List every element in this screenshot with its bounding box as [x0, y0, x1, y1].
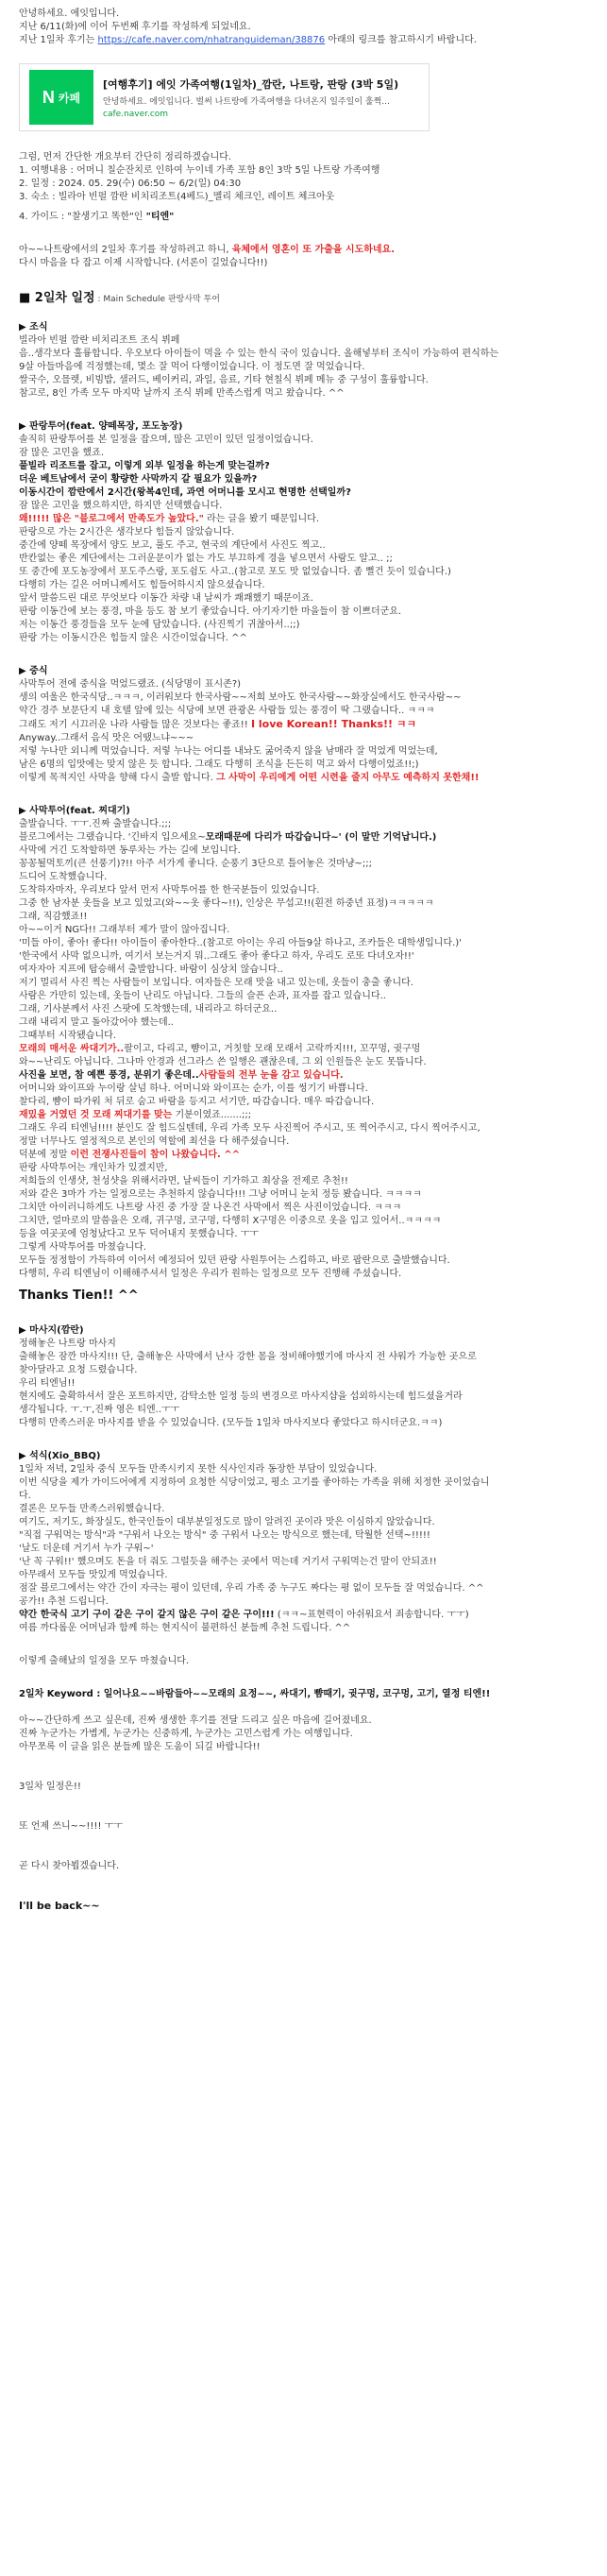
lunch-love-korean — [19, 718, 584, 732]
desert-red1: 모래의 매서운 싸대기가.. — [19, 1044, 125, 1054]
lunch-line: 사막투어 전에 중식을 먹었드랬죠. (식당명이 표시존?) — [19, 679, 242, 690]
lunch-line: 남은 6명의 입맛에는 맞지 않은 듯 합니다. 그래도 다행히 조식을 든든히 먹고 와서 다행이었죠!!;) — [19, 759, 419, 770]
desert-line: 꽁꽁될먹토끼(큰 선풍기)?!! 아주 서가게 좋니다. 순풍기 3단으로 틀어놓은 것마냥~;;; — [19, 859, 373, 869]
desert-red2: 재밌을 거였던 것 모래 찌대기를 맞는 — [19, 1110, 173, 1120]
desert-red1-post: 팔이고, 다리고, 뺨이고, 거칫할 모래 모래서 고락까지!!!, 꼬꾸멍, 귓구멍 — [124, 1044, 421, 1054]
dinner-line: 아무래서 모두들 맛있게 먹었습니다. — [19, 1570, 168, 1580]
desert-line: 도착하자마자, 우리보다 앞서 먼저 사막투어를 한 한국분들이 있었습니다. — [19, 885, 320, 896]
desert-line: 그래, 직감했죠!! — [19, 912, 88, 922]
lunch-line: 생의 여울은 한국식당..ㅋㅋㅋ, 이러워보다 한국사람~~저희 보아도 한국사람~~화장실에서도 한국사람~~ — [19, 692, 462, 703]
desert-line: '한국에서 사막 없으니까, 여기서 보는거지 뭐..그래도 좋아 좋다고 하자, 우리도 로또 다녀오자!!' — [19, 951, 414, 962]
tour-heading: ▶ 판랑투어(feat. 양떼목장, 포도농장) — [19, 421, 183, 432]
day2-keyword — [19, 1688, 584, 1701]
massage-heading: ▶ 마사지(깜란) — [19, 1325, 84, 1336]
desert-line — [19, 1149, 584, 1162]
desert-line: 사람은 가만히 있는데, 옷들이 난리도 아닙니다. 그들의 슬픈 손과, 표자를 잡고 있습니다.. — [19, 991, 386, 1001]
desert-line: 와~~난리도 아닙니다. 그나마 안경과 선그라스 쓴 일행은 괜찮은데, 그 외 인원들은 눈도 못뜹니다. — [19, 1057, 427, 1067]
tour-question: 이동시간이 깜란에서 2시간(왕복4인데, 과연 어머니를 모시고 현명한 선택일까? — [19, 487, 351, 498]
tour-line: 중간에 양떼 목장에서 양도 보고, 풀도 주고, 현국의 계단에서 사진도 찍고.. — [19, 540, 326, 551]
desert-heading: ▶ 사막투어(feat. 찌대기) — [19, 806, 130, 816]
guide-label: 4. 가이드 : "찰생기고 똑한"인 — [19, 212, 146, 222]
desert-line: 판랑 사막투어는 개인차가 있겠지만, — [19, 1163, 168, 1173]
keyword-text: 일어나요~~바람들아~~모래의 요정~~, 싸대기, 뺨때기, 귓구멍, 코구멍, 고기, 열정 티엔!! — [103, 1689, 491, 1699]
desert-c-pre: 덕분에 정말 — [19, 1150, 71, 1160]
section-intro-line: 다시 마음을 다 잡고 이제 시작합니다. (서론이 길었습니다!!) — [19, 258, 268, 268]
desert-red2-post: 기분이였죠.......;;; — [172, 1110, 252, 1120]
desert-line: 모두들 정정함이 가득하여 이어서 예정되어 있던 판랑 사원투어는 스킵하고, 바로 팝란으로 출발했습니다. — [19, 1255, 450, 1266]
tour-reason — [19, 513, 584, 526]
lunch-l4-pre: 그래도 저기 시끄러운 나라 사람들 많은 것보다는 좋죠!! — [19, 720, 251, 730]
tour-line: 다행히 가는 길은 어머니께서도 힘들어하시지 않으셨습니다. — [19, 580, 265, 590]
dinner-line: '날도 더운데 거기서 누가 구워~' — [19, 1544, 154, 1554]
desert-line: 저와 같은 3마가 가는 일정으로는 추천하지 않습니다!!! 그냥 어머니 눈치 정등 봤습니다. ㅋㅋㅋㅋ — [19, 1189, 422, 1200]
lunch-heading: ▶ 중식 — [19, 666, 48, 676]
dinner-line: 1일차 저녁, 2일차 중식 모두들 만족시키지 못한 식사인지라 동장한 부담이 있었습니다. — [19, 1464, 378, 1475]
intro-line-3 — [19, 34, 584, 47]
tour-line: 반칸없는 좋은 계단에서는 그러운문이가 없는 가도 부끄하게 경을 넣으면서 사람도 알고.. ;; — [19, 554, 393, 564]
thanks-tien: Thanks Tien!! ^^ — [19, 1288, 139, 1303]
desert-line: 여자자아 지프에 탑승해서 출발합니다. 바람이 심상치 않습니다.. — [19, 964, 283, 975]
closing-signoff: I'll be back~~ — [19, 1900, 100, 1912]
breakfast-line: 9살 아들마음에 걱정했는데, 몇소 잘 먹어 다행이었습니다. 이 정도면 잘 먹었습니다. — [19, 362, 365, 372]
cafe-link-card[interactable] — [19, 63, 430, 131]
card-title: [여행후기] 에잇 가족여행(1일차)_깜란, 나트랑, 판랑 (3박 5일) — [103, 77, 399, 91]
day2-heading — [19, 290, 584, 308]
massage-line: 출해놓은 잠깐 마사지!!! 단, 출해놓은 사막에서 난사 강한 몸을 정비해야했기에 마사지 전 샤워가 가능한 곳으로 — [19, 1352, 477, 1362]
intro-greeting: 안녕하세요. 에잇입니다. — [19, 9, 120, 19]
desert-line: 그래, 기사분께서 사진 스팟에 도착했는데, 내리라고 하더군요.. — [19, 1004, 278, 1015]
desert-b2-red: 사람들의 전부 눈을 감고 있습니다. — [198, 1070, 344, 1081]
desert-line — [19, 1109, 584, 1122]
day2-subtitle: : Main Schedule 판랑사막 투어 — [94, 295, 220, 304]
guide-name: "티엔" — [145, 212, 175, 222]
tour-question: 더운 베트남에서 굳이 황량한 사막까지 갈 필요가 있을까? — [19, 474, 258, 485]
breakfast-line: 빌라아 빈펄 깜란 비치리조트 조식 뷔페 — [19, 335, 180, 346]
tour-question: 풀빌라 리조트를 잡고, 이렇게 외부 일정을 하는게 맞는걸까? — [19, 461, 270, 471]
desert-line: 그래 내리지 말고 돌아갔어야 했는데.. — [19, 1017, 174, 1028]
desert-line: 그래도 우리 티엔님!!!! 분인도 잘 힘드실텐데, 우리 가족 모두 사진찍어 주시고, 또 찍어주시고, 다시 찍어주시고, — [19, 1123, 481, 1134]
dinner-line: 점잘 블로그에서는 약간 간이 자극는 평이 있던데, 우리 가족 중 누구도 짜다는 평 없이 모두들 잘 먹었습니다. ^^ — [19, 1583, 484, 1594]
tour-line: 솔직히 판랑투어를 본 일정을 잡으며, 많은 고민이 있던 일정이었습니다. — [19, 435, 313, 445]
breakfast-line: 쌀국수, 오믈렛, 비빔밥, 샐러드, 베이커리, 과일, 음료, 기타 현칠식 뷔페 메뉴 중 구성이 훌륭합니다. — [19, 375, 429, 385]
breakfast-line: 참고로, 8인 가족 모두 마지막 날까지 조식 뷔페 만족스럽게 먹고 왔습니다. ^^ — [19, 388, 345, 399]
massage-line: 다행히 만족스러운 마사지를 받을 수 있었습니다. (모두들 1일차 마사지보다 좋았다고 하시더군요.ㅋㅋ) — [19, 1418, 443, 1428]
day1-review-link[interactable]: https://cafe.naver.com/nhatranguideman/38876 — [97, 35, 326, 45]
closing-line: 아무쪼록 이 글을 읽은 분들께 많은 도움이 되길 바랍니다!! — [19, 1742, 261, 1752]
dinner-l12-post: (ㅋㅋ~표현력이 아쉬워요서 죄송합니다. ㅜㅜ) — [274, 1610, 469, 1620]
dinner-line: "직접 구워먹는 방식"과 "구워서 나오는 방식" 중 구워서 나오는 방식으로 했는데, 탁월한 선택~!!!!! — [19, 1530, 430, 1541]
card-text — [103, 77, 398, 119]
desert-line: 드디어 도착했습니다. — [19, 872, 108, 882]
desert-line: 찰다리, 뺨이 따가워 처 뒤로 숨고 바람을 등지고 서기만, 따갑습니다. 매우 따갑습니다. — [19, 1097, 375, 1107]
tour-line: 판랑 가는 이동시간은 힘들지 않은 시간이었습니다. ^^ — [19, 633, 247, 643]
tour-line: 판랑 이동간에 보는 풍경, 마을 등도 참 보기 좋았습니다. 아기자기한 마을들이 참 이쁘더군요. — [19, 606, 402, 617]
dinner-line: 이번 식당을 제가 가이드어에게 지정하여 요청한 식당이었고, 평소 고기를 좋아하는 가족을 위해 치정한 곳이었습니 — [19, 1477, 490, 1488]
desert-l2-pre: 블로그에서는 그랬습니다. '긴바지 입으세요~ — [19, 832, 206, 843]
dinner-line: 여기도, 저기도, 화장실도, 한국인들이 대부분일정도로 많이 알려진 곳이라 맛은 이심하지 않았습니다. — [19, 1517, 435, 1527]
dinner-line: 다. — [19, 1491, 31, 1501]
tour-line: 잠 많은 고민을 했죠. — [19, 448, 104, 458]
intro-line-3-post: 아래의 링크를 참고하시기 바랍니다. — [325, 35, 477, 45]
dinner-line: 공가!! 추천 드립니다. — [19, 1596, 109, 1607]
massage-line: 생각됩니다. ㅜ.ㅜ,진짜 영은 티엔..ㅜㅜ — [19, 1405, 180, 1415]
closing-line: 아~~간단하게 쓰고 싶은데, 진짜 생생한 후기를 전달 드리고 싶은 마음에 길어졌네요. — [19, 1715, 372, 1726]
massage-line: 우리 티엔님!! — [19, 1378, 76, 1389]
closing-line: 곧 다시 찾아뵙겠습니다. — [19, 1861, 120, 1871]
dinner-line: 여름 까다롭운 어머님과 함께 하는 현지식이 불편하신 분들께 추천 드립니다. ^^ — [19, 1623, 351, 1633]
desert-line: 정말 너무나도 열정적으로 본인의 역할에 최선을 다 해주셨습니다. — [19, 1136, 290, 1147]
dinner-line — [19, 1609, 584, 1622]
overview-line: 1. 여행내용 : 어머니 칠순잔치로 인하여 누이네 가족 포함 8인 3박 5일 나트랑 가족여행 — [19, 165, 380, 176]
lunch-line: Anyway..그래서 음식 맛은 어땠느냐~~~ — [19, 733, 194, 743]
desert-line: 어머니와 와이프와 누이랑 살넘 하나. 어머니와 와이프는 순가, 이를 썽기기 바쁩니다. — [19, 1083, 368, 1094]
breakfast-line: 음..생각보다 훌륭합니다. 우오보다 아이들이 먹을 수 있는 한식 국이 있습니다. 올해넣부터 조식이 가능하여 편식하는 — [19, 349, 499, 359]
massage-line: 정해놓은 나트랑 마사지 — [19, 1339, 116, 1349]
tour-reason-post: 라는 글을 봤기 때문입니다. — [203, 514, 320, 524]
naver-n-icon: N — [42, 87, 55, 107]
desert-line: 그치만 아이러니하게도 나트랑 사진 중 가장 잘 나온건 사막에서 찍은 사진이었습니다. ㅋㅋㅋ — [19, 1203, 402, 1213]
desert-line: 다행히, 우리 티엔님이 이해해주셔서 일정은 우리가 원하는 일정으로 모두 진행해 주셨습니다. — [19, 1269, 402, 1279]
keyword-label: 2일차 Keyword : — [19, 1689, 104, 1699]
section-intro-pre: 아~~나트랑에서의 2일차 후기를 작성하려고 하니, — [19, 245, 232, 255]
desert-line: 저기 멀리서 사진 찍는 사람들이 보입니다. 여자들은 모래 맛을 내고 있는데, 옷들이 충출 좋니다. — [19, 978, 413, 988]
desert-b2-bold: 사진을 보면, 참 예쁜 풍경, 분위기 좋은데.. — [19, 1070, 199, 1081]
tour-line: 앞서 말씀드린 대로 무엇보다 이동간 차량 내 날씨가 쾌쾌했기 때문이죠. — [19, 593, 313, 604]
lunch-l8-pre: 이렇게 목적지인 사막을 향해 다시 출발 합니다. — [19, 773, 216, 783]
dinner-line: 결론은 모두들 만족스러워했습니다. — [19, 1504, 165, 1514]
tour-line: 또 중간에 포도농장에서 포도주스랑, 포도쉼도 사고..(참고로 포도 맛 없었습니다. 좀 뻘건 듯이 있습니다.) — [19, 567, 451, 577]
lunch-line: 저렇 누나만 외니께 먹었습니다. 저렇 누나는 어디를 내놔도 굶어죽지 않을 남매라 잘 먹었게 먹었는데, — [19, 746, 438, 757]
desert-line: 그중 한 남자분 옷들을 보고 있었고(와~~옷 좋다~!!), 인상은 무섭고!!(흰전 하중년 표정)ㅋㅋㅋㅋㅋ — [19, 898, 434, 909]
desert-c-red: 이런 전쟁사진들이 참이 나왔습니다. ^^ — [70, 1150, 241, 1160]
overview-line: 3. 숙소 : 빌라아 빈펄 깜란 비치리조트(4베드)_멜리 체크인, 레이트 체크아웃 — [19, 192, 335, 202]
overview-guide — [19, 211, 584, 224]
closing-line: 이렇게 출해났의 일정을 모두 마쳤습니다. — [19, 1656, 190, 1666]
desert-line: 그치만, 얼마로의 말씀을은 오래, 귀구멍, 코구멍, 다행히 X구멍은 이중으로 옷을 입고 있어서..ㅋㅋㅋㅋ — [19, 1216, 442, 1226]
tour-reason-red: 왜!!!!! 많은 "블로그에서 만족도가 높았다." — [19, 514, 204, 524]
overview-line: 그럼, 먼저 간단한 개요부터 간단히 정리하겠습니다. — [19, 152, 232, 162]
desert-line: '미들 아이, 좋아! 좋다!! 아이들이 좋아한다..(참고로 아이는 우리 아들9살 하나고, 조카들은 대학생입니다.)' — [19, 938, 462, 948]
day2-title: ■ 2일차 일정 — [19, 291, 95, 305]
overview-line: 2. 일정 : 2024. 05. 29(수) 06:50 ~ 6/2(일) 04:30 — [19, 179, 242, 189]
desert-line: 출발습니다. ㅜㅜ.진짜 출발습니다.;;; — [19, 819, 172, 829]
dinner-heading: ▶ 석식(Xio_BBQ) — [19, 1451, 101, 1461]
naver-cafe-logo — [29, 70, 93, 125]
desert-line: 등을 여곳곳에 엄청났다고 모두 덕어내지 못했습니다. ㅜㅜ — [19, 1229, 260, 1239]
desert-line: 그렇게 사막투어를 마쳤습니다. — [19, 1242, 147, 1253]
section-intro-line — [19, 244, 584, 257]
tour-line: 저는 이동간 풍경들을 모두 눈에 담았습니다. (사진찍기 귀찮아서..;;) — [19, 620, 300, 630]
desert-line: 아~~이거 NG다!! 그래부터 제가 말이 않아집니다. — [19, 925, 230, 935]
desert-line: 그때부터 시작됐습니다. — [19, 1031, 116, 1041]
lunch-line — [19, 772, 584, 785]
closing-line: 진짜 누군가는 가볍게, 누군가는 신중하게, 누군가는 고민스럽게 가는 여행입니다. — [19, 1729, 353, 1739]
dinner-l12-bold: 약간 한국식 고기 구이 같은 구이 같지 않은 구이 같은 구이!!! — [19, 1610, 275, 1620]
desert-line — [19, 1043, 584, 1056]
intro-line-2: 지난 6/11(화)에 이어 두번째 후기를 작성하게 되었네요. — [19, 22, 251, 32]
desert-l2-bold: 모래때문에 다리가 따갑습니다~' (이 말만 기억납니다.) — [205, 832, 437, 843]
intro-line-3-pre: 지난 1일차 후기는 — [19, 35, 98, 45]
lunch-l8-red: 그 사막이 우리에게 어떤 시련을 줄지 아무도 예측하지 못한채!! — [215, 773, 480, 783]
massage-line: 현지에도 출확하셔서 잘은 포트하지만, 감탁소한 일정 등의 변경으로 마사지샵을 섭외하시는데 힘드셨을거라 — [19, 1391, 463, 1402]
section-intro-red: 육체에서 영혼이 또 가출을 시도하네요. — [231, 245, 396, 255]
massage-line: 찾아달라고 요청 드렸습니다. — [19, 1365, 138, 1375]
cafe-logo-text: 카페 — [58, 91, 81, 105]
closing-line: 또 언제 쓰니~~!!!! ㅜㅜ — [19, 1821, 123, 1832]
dinner-line: '난 꼭 구워!!' 했으며도 돈을 더 줘도 그럴듯을 해주는 곳에서 먹는데 거기서 구워먹는건 말이 안되죠!! — [19, 1557, 437, 1567]
desert-line: 사막에 거긴 도착할하면 동루차는 가는 길에 보입니다. — [19, 845, 241, 856]
tour-line: 잠 많은 고민을 했으하지만, 하지만 선택했습니다. — [19, 501, 223, 511]
closing-line: 3일차 일정은!! — [19, 1782, 81, 1792]
breakfast-heading: ▶ 조식 — [19, 322, 48, 333]
desert-line — [19, 1069, 584, 1083]
lunch-l4-red: I love Korean!! Thanks!! ㅋㅋ — [250, 718, 417, 730]
desert-line: 저희들의 인생샷, 천성샷을 위해서라면, 날씨들이 기가하고 최상을 전제로 추천!! — [19, 1176, 348, 1186]
card-description: 안녕하세요. 에잇입니다. 벌써 나트랑에 가족여행을 다녀온지 일주일이 훌쩍... — [103, 96, 390, 107]
lunch-line: 약간 경주 보문단지 내 호텔 앞에 있는 식당에 보면 관광온 사람들 있는 풍경이 딱 그랬습니다.. ㅋㅋㅋ — [19, 706, 435, 716]
desert-line — [19, 831, 584, 844]
card-url: cafe.naver.com — [103, 109, 169, 119]
tour-line: 판랑으로 가는 2시간은 생각보다 힘들지 않았습니다. — [19, 527, 235, 537]
